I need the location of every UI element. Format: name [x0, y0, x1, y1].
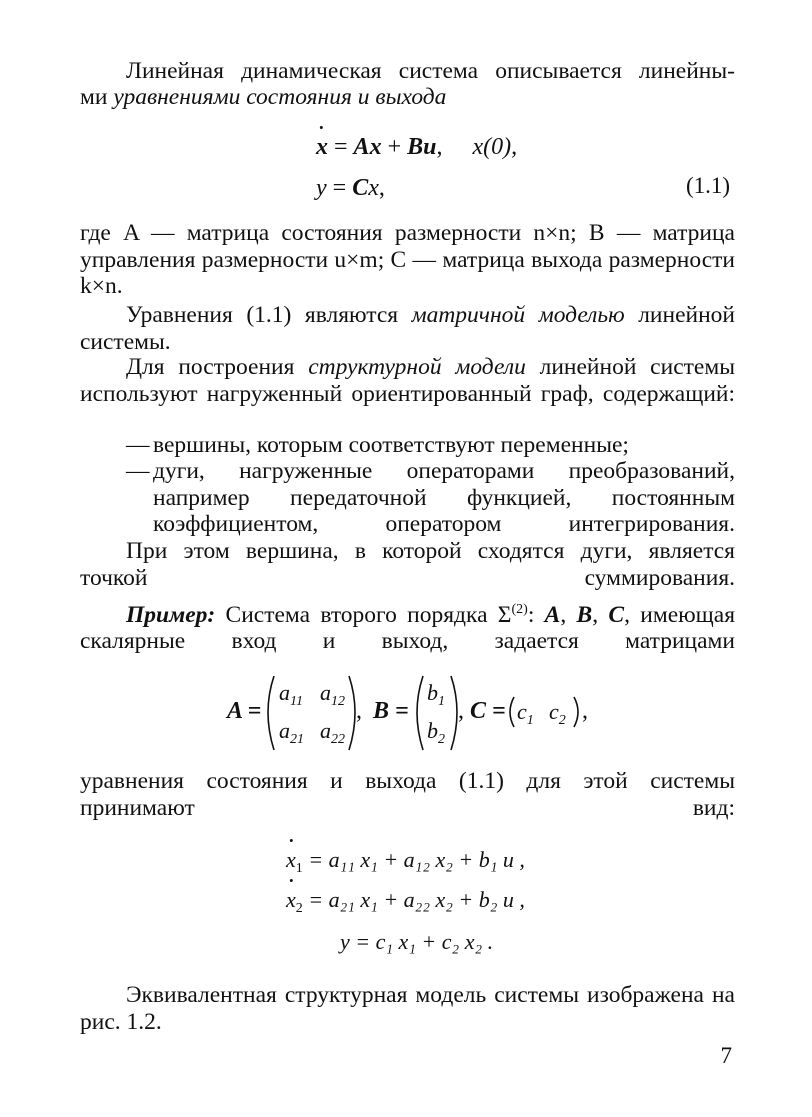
subscript: 21 — [290, 732, 304, 747]
subscript: 2 — [558, 713, 566, 728]
matrix-separator: , — [356, 698, 362, 724]
matrix-symbol: C — [352, 175, 369, 201]
paragraph-text: линейной системы. — [80, 302, 735, 355]
separator: , — [592, 601, 609, 628]
paragraph-definitions — [80, 220, 735, 300]
separator: , — [378, 175, 385, 201]
paragraph-intro — [80, 58, 735, 85]
element: b — [427, 680, 438, 705]
paragraph-text: Линейная динамическая система описывается линейны- — [126, 58, 735, 84]
matrix-symbol: B — [407, 134, 424, 160]
paragraph-text: ми — [80, 84, 114, 110]
list-dash: — — [126, 432, 150, 458]
list-item-text: дуги, нагруженные операторами преобразований, например передаточной функцией, постоянным коэффициентом, оператором интегрирования. — [153, 458, 735, 537]
emphasis-text: матричной моделью — [411, 302, 625, 328]
matrix-b2 — [427, 718, 445, 747]
equals-sign: = — [326, 175, 353, 201]
paragraph-text: Уравнения (1.1) являются — [126, 302, 412, 328]
element: c — [549, 699, 559, 724]
paragraph-text: , имеющая скалярные вход и выход, задается матрицами — [80, 601, 736, 655]
list-item — [153, 458, 735, 538]
plus-sign: + — [381, 134, 408, 160]
element: a — [279, 718, 290, 743]
emphasis-text: структурной модели — [308, 354, 526, 380]
matrix-c1 — [517, 699, 534, 728]
paragraph-text: : — [527, 601, 545, 628]
paragraph-state-equations — [80, 768, 735, 821]
equation-text: = a₁₁ x₁ + a₁₂ x₂ + b₁ u , — [308, 847, 525, 872]
page-number: 7 — [720, 1043, 732, 1068]
equation-text: y = c₁ x₁ + c₂ x₂ . — [340, 929, 494, 954]
separator: , — [560, 601, 577, 628]
element: b — [427, 718, 438, 743]
x2-dot-symbol: ˙ $x_2$ — [286, 887, 303, 913]
equation-text: = a₂₁ x₁ + a₂₂ x₂ + b₂ u , — [308, 887, 525, 912]
paragraph-intro-cont — [80, 84, 735, 111]
subscript: 12 — [331, 694, 345, 709]
element: a — [320, 718, 331, 743]
matrix-a21 — [279, 718, 304, 747]
equals-sign: = — [334, 134, 354, 160]
paragraph-text: Эквивалентная структурная модель системы изображена на рис. 1.2. — [80, 982, 735, 1035]
matrix-symbol: C — [608, 601, 625, 628]
x1-dot-symbol: ˙ $x_1$ — [286, 847, 303, 873]
variable: x — [368, 175, 379, 201]
example-label: Пример: — [126, 601, 216, 628]
element: a — [320, 680, 331, 705]
paragraph-example — [80, 597, 735, 655]
paragraph-matrix-model — [80, 302, 735, 355]
paragraph-summation — [80, 538, 735, 591]
subscript: 22 — [331, 732, 345, 747]
list-dash: — — [126, 458, 150, 484]
equation-x2 — [286, 887, 525, 916]
matrix-a12 — [320, 680, 345, 709]
matrix-a22 — [320, 718, 345, 747]
matrix-separator: , — [458, 698, 464, 724]
matrix-b1 — [427, 680, 445, 709]
subscript: 1 — [438, 694, 445, 709]
variable: y — [316, 175, 327, 201]
equation-number: (1.1) — [686, 173, 731, 198]
matrix-symbol: B — [576, 601, 593, 628]
initial-condition: x(0), — [472, 134, 518, 160]
paragraph-text: где A — матрица состояния размерности n×n; B — матрица управления размерности u×m; C — матрица выхода размерности k×n. — [80, 220, 735, 299]
element: a — [279, 680, 290, 705]
x-dot-symbol — [316, 134, 328, 160]
separator: , — [436, 134, 473, 160]
list-item-text: вершины, которым соответствуют переменные; — [153, 432, 629, 458]
subscript: 2 — [438, 732, 445, 747]
subscript: 1 — [526, 713, 534, 728]
matrix-a11 — [279, 680, 303, 709]
emphasis-text: уравнениями состояния и выхода — [113, 84, 447, 110]
matrix-a-label: A = — [227, 698, 262, 724]
paragraph-text: Система второго порядка Σ — [215, 601, 512, 628]
variable: x — [369, 134, 382, 160]
paragraph-text: линейной системы используют нагруженный ориентированный граф, содержащий: — [80, 354, 735, 407]
matrix-c2 — [549, 699, 566, 728]
paragraph-text: Для построения — [126, 354, 309, 380]
paragraph-text: уравнения состояния и выхода (1.1) для этой системы принимают вид: — [80, 768, 735, 821]
equation-state — [316, 134, 517, 160]
variable: u — [423, 134, 437, 160]
equation-x1 — [286, 847, 525, 876]
equation-output — [316, 175, 385, 201]
element: c — [517, 699, 527, 724]
matrix-separator: , — [582, 698, 588, 724]
paragraph-text: При этом вершина, в которой сходятся дуги, является точкой суммирования. — [80, 538, 735, 591]
subscript: 11 — [290, 694, 303, 709]
list-item — [153, 432, 735, 459]
paragraph-structural-model — [80, 354, 735, 407]
matrix-symbol: A — [353, 134, 370, 160]
matrix-symbol: A — [544, 601, 561, 628]
equation-y — [340, 929, 493, 955]
superscript: (2) — [511, 602, 528, 617]
matrix-b-label: B = — [373, 698, 409, 724]
matrix-c-label: C = — [470, 698, 506, 724]
paragraph-conclusion — [80, 982, 735, 1035]
variable: x — [316, 134, 328, 160]
